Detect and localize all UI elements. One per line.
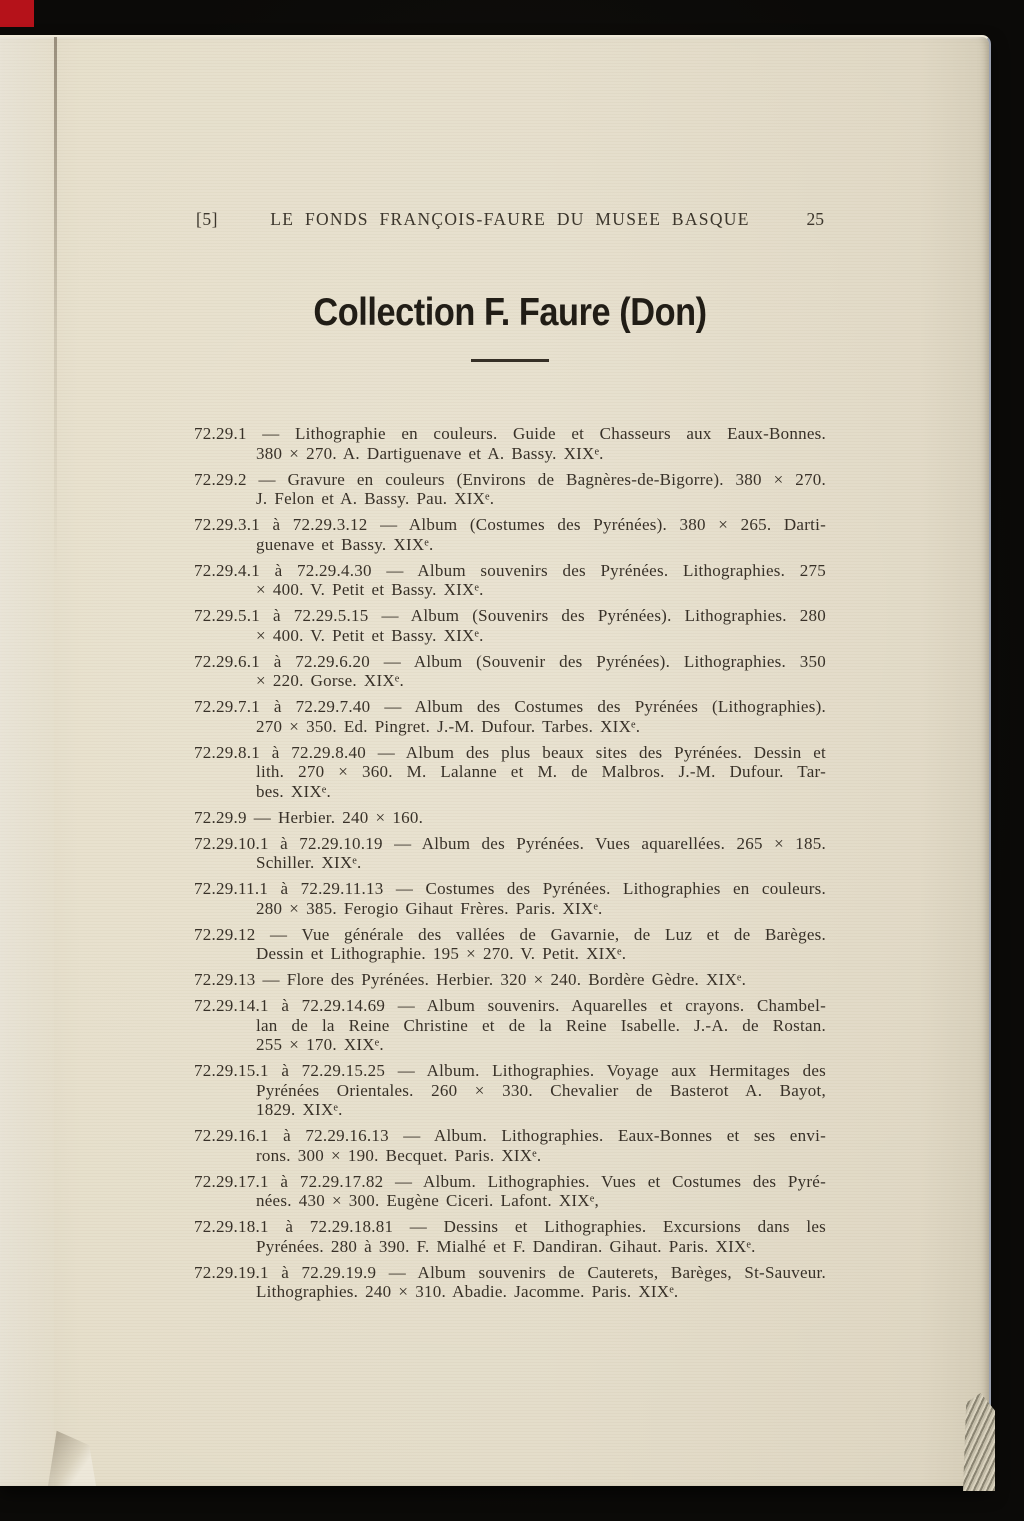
catalog-entry <box>194 743 826 802</box>
entry-line: 72.29.1 — Lithographie en couleurs. Guide et Chasseurs aux Eaux-Bonnes. <box>194 424 826 443</box>
catalog-entry <box>194 424 826 463</box>
page-number: 25 <box>806 209 824 229</box>
running-title: LE FONDS FRANÇOIS-FAURE DU MUSEE BASQUE <box>270 209 750 229</box>
entry-line: 72.29.2 — Gravure en couleurs (Environs de Bagnères-de-Bigorre). 380 × 270. <box>194 469 826 489</box>
entry-line: J. Felon et A. Bassy. Pau. XIXᵉ. <box>256 489 495 508</box>
entry-line: nées. 430 × 300. Eugène Ciceri. Lafont. XIXᵉ, <box>256 1191 599 1210</box>
entry-line: guenave et Bassy. XIXᵉ. <box>256 534 434 554</box>
entry-line: 72.29.5.1 à 72.29.5.15 — Album (Souvenirs des Pyrénées). Lithographies. 280 <box>194 606 826 625</box>
catalog-entry <box>194 1172 826 1211</box>
entry-line: 1829. XIXᵉ. <box>256 1100 343 1119</box>
entry-line: Lithographies. 240 × 310. Abadie. Jacomme. Paris. XIXᵉ. <box>256 1282 679 1301</box>
catalog-entry <box>194 1263 826 1302</box>
title-rule <box>471 359 549 362</box>
catalog-entry <box>194 1217 826 1256</box>
entry-line: 72.29.10.1 à 72.29.10.19 — Album des Pyrénées. Vues aquarellées. 265 × 185. <box>194 833 826 853</box>
entry-line: 255 × 170. XIXᵉ. <box>256 1035 384 1054</box>
entry-line: 72.29.16.1 à 72.29.16.13 — Album. Lithographies. Eaux-Bonnes et ses envi- <box>194 1126 826 1145</box>
entry-line: × 220. Gorse. XIXᵉ. <box>256 671 405 690</box>
catalog-entry <box>194 470 826 509</box>
bottom-left-fold <box>48 1426 96 1486</box>
entry-line: 72.29.18.1 à 72.29.18.81 — Dessins et Lithographies. Excursions dans les <box>194 1217 826 1236</box>
entry-line: × 400. V. Petit et Bassy. XIXᵉ. <box>256 625 484 645</box>
entry-line: bes. XIXᵉ. <box>256 781 331 801</box>
book-page <box>0 35 991 1486</box>
catalog-entry <box>194 1061 826 1120</box>
margin-reference: [5] <box>196 209 218 229</box>
entry-line: 72.29.6.1 à 72.29.6.20 — Album (Souvenir des Pyrénées). Lithographies. 350 <box>194 651 826 671</box>
entry-line: 72.29.14.1 à 72.29.14.69 — Album souvenirs. Aquarelles et crayons. Chambel- <box>194 996 826 1015</box>
entry-line: 72.29.15.1 à 72.29.15.25 — Album. Lithographies. Voyage aux Hermitages des <box>194 1061 826 1080</box>
page-stack-corner <box>963 1393 995 1491</box>
gutter-crease <box>54 37 57 577</box>
catalog-entry <box>194 925 826 964</box>
page-content <box>194 37 826 1486</box>
catalog-entry <box>194 606 826 645</box>
catalog-entry <box>194 834 826 873</box>
catalog-entry <box>194 515 826 554</box>
red-corner-mark <box>0 0 34 27</box>
entry-line: 72.29.17.1 à 72.29.17.82 — Album. Lithographies. Vues et Costumes des Pyré- <box>194 1171 826 1191</box>
entry-line: rons. 300 × 190. Becquet. Paris. XIXᵉ. <box>256 1145 542 1165</box>
catalog-entry <box>194 697 826 736</box>
entry-line: Dessin et Lithographie. 195 × 270. V. Petit. XIXᵉ. <box>256 944 627 963</box>
entry-line: 72.29.4.1 à 72.29.4.30 — Album souvenirs des Pyrénées. Lithographies. 275 <box>194 560 826 580</box>
entry-line: 72.29.3.1 à 72.29.3.12 — Album (Costumes des Pyrénées). 380 × 265. Darti- <box>194 515 826 534</box>
entry-line: lith. 270 × 360. M. Lalanne et M. de Malbros. J.-M. Dufour. Tar- <box>256 762 826 781</box>
catalog-entry <box>194 561 826 600</box>
entry-line: 380 × 270. A. Dartiguenave et A. Bassy. XIXᵉ. <box>256 443 604 463</box>
catalog-entry <box>194 996 826 1055</box>
entry-line: 270 × 350. Ed. Pingret. J.-M. Dufour. Tarbes. XIXᵉ. <box>256 716 641 736</box>
entry-line: 72.29.9 — Herbier. 240 × 160. <box>194 807 424 827</box>
entry-line: Pyrénées. 280 à 390. F. Mialhé et F. Dandiran. Gihaut. Paris. XIXᵉ. <box>256 1236 756 1256</box>
catalog-entry <box>194 652 826 691</box>
entry-line: 72.29.19.1 à 72.29.19.9 — Album souvenirs de Cauterets, Barèges, St-Sauveur. <box>194 1262 826 1282</box>
entry-line: 72.29.13 — Flore des Pyrénées. Herbier. 320 × 240. Bordère Gèdre. XIXᵉ. <box>194 970 747 989</box>
catalog-entry <box>194 970 826 990</box>
entry-line: 72.29.7.1 à 72.29.7.40 — Album des Costumes des Pyrénées (Lithographies). <box>194 697 826 716</box>
entry-line: 72.29.8.1 à 72.29.8.40 — Album des plus beaux sites des Pyrénées. Dessin et <box>194 742 826 762</box>
entry-line: 280 × 385. Ferogio Gihaut Frères. Paris. XIXᵉ. <box>256 898 603 918</box>
entry-line: Pyrénées Orientales. 260 × 330. Chevalier de Basterot A. Bayot, <box>256 1080 826 1100</box>
catalog-entry <box>194 1126 826 1165</box>
page-header <box>194 209 826 231</box>
catalog-entry <box>194 808 826 828</box>
section-title: Collection F. Faure (Don) <box>313 291 707 334</box>
entry-line: × 400. V. Petit et Bassy. XIXᵉ. <box>256 580 484 599</box>
entry-line: 72.29.12 — Vue générale des vallées de Gavarnie, de Luz et de Barèges. <box>194 924 826 944</box>
catalog-entry <box>194 879 826 918</box>
entry-line: Schiller. XIXᵉ. <box>256 853 362 872</box>
entry-line: lan de la Reine Christine et de la Reine Isabelle. J.-A. de Rostan. <box>256 1015 826 1035</box>
entry-line: 72.29.11.1 à 72.29.11.13 — Costumes des Pyrénées. Lithographies en couleurs. <box>194 879 826 898</box>
catalog-entries <box>194 424 826 1308</box>
